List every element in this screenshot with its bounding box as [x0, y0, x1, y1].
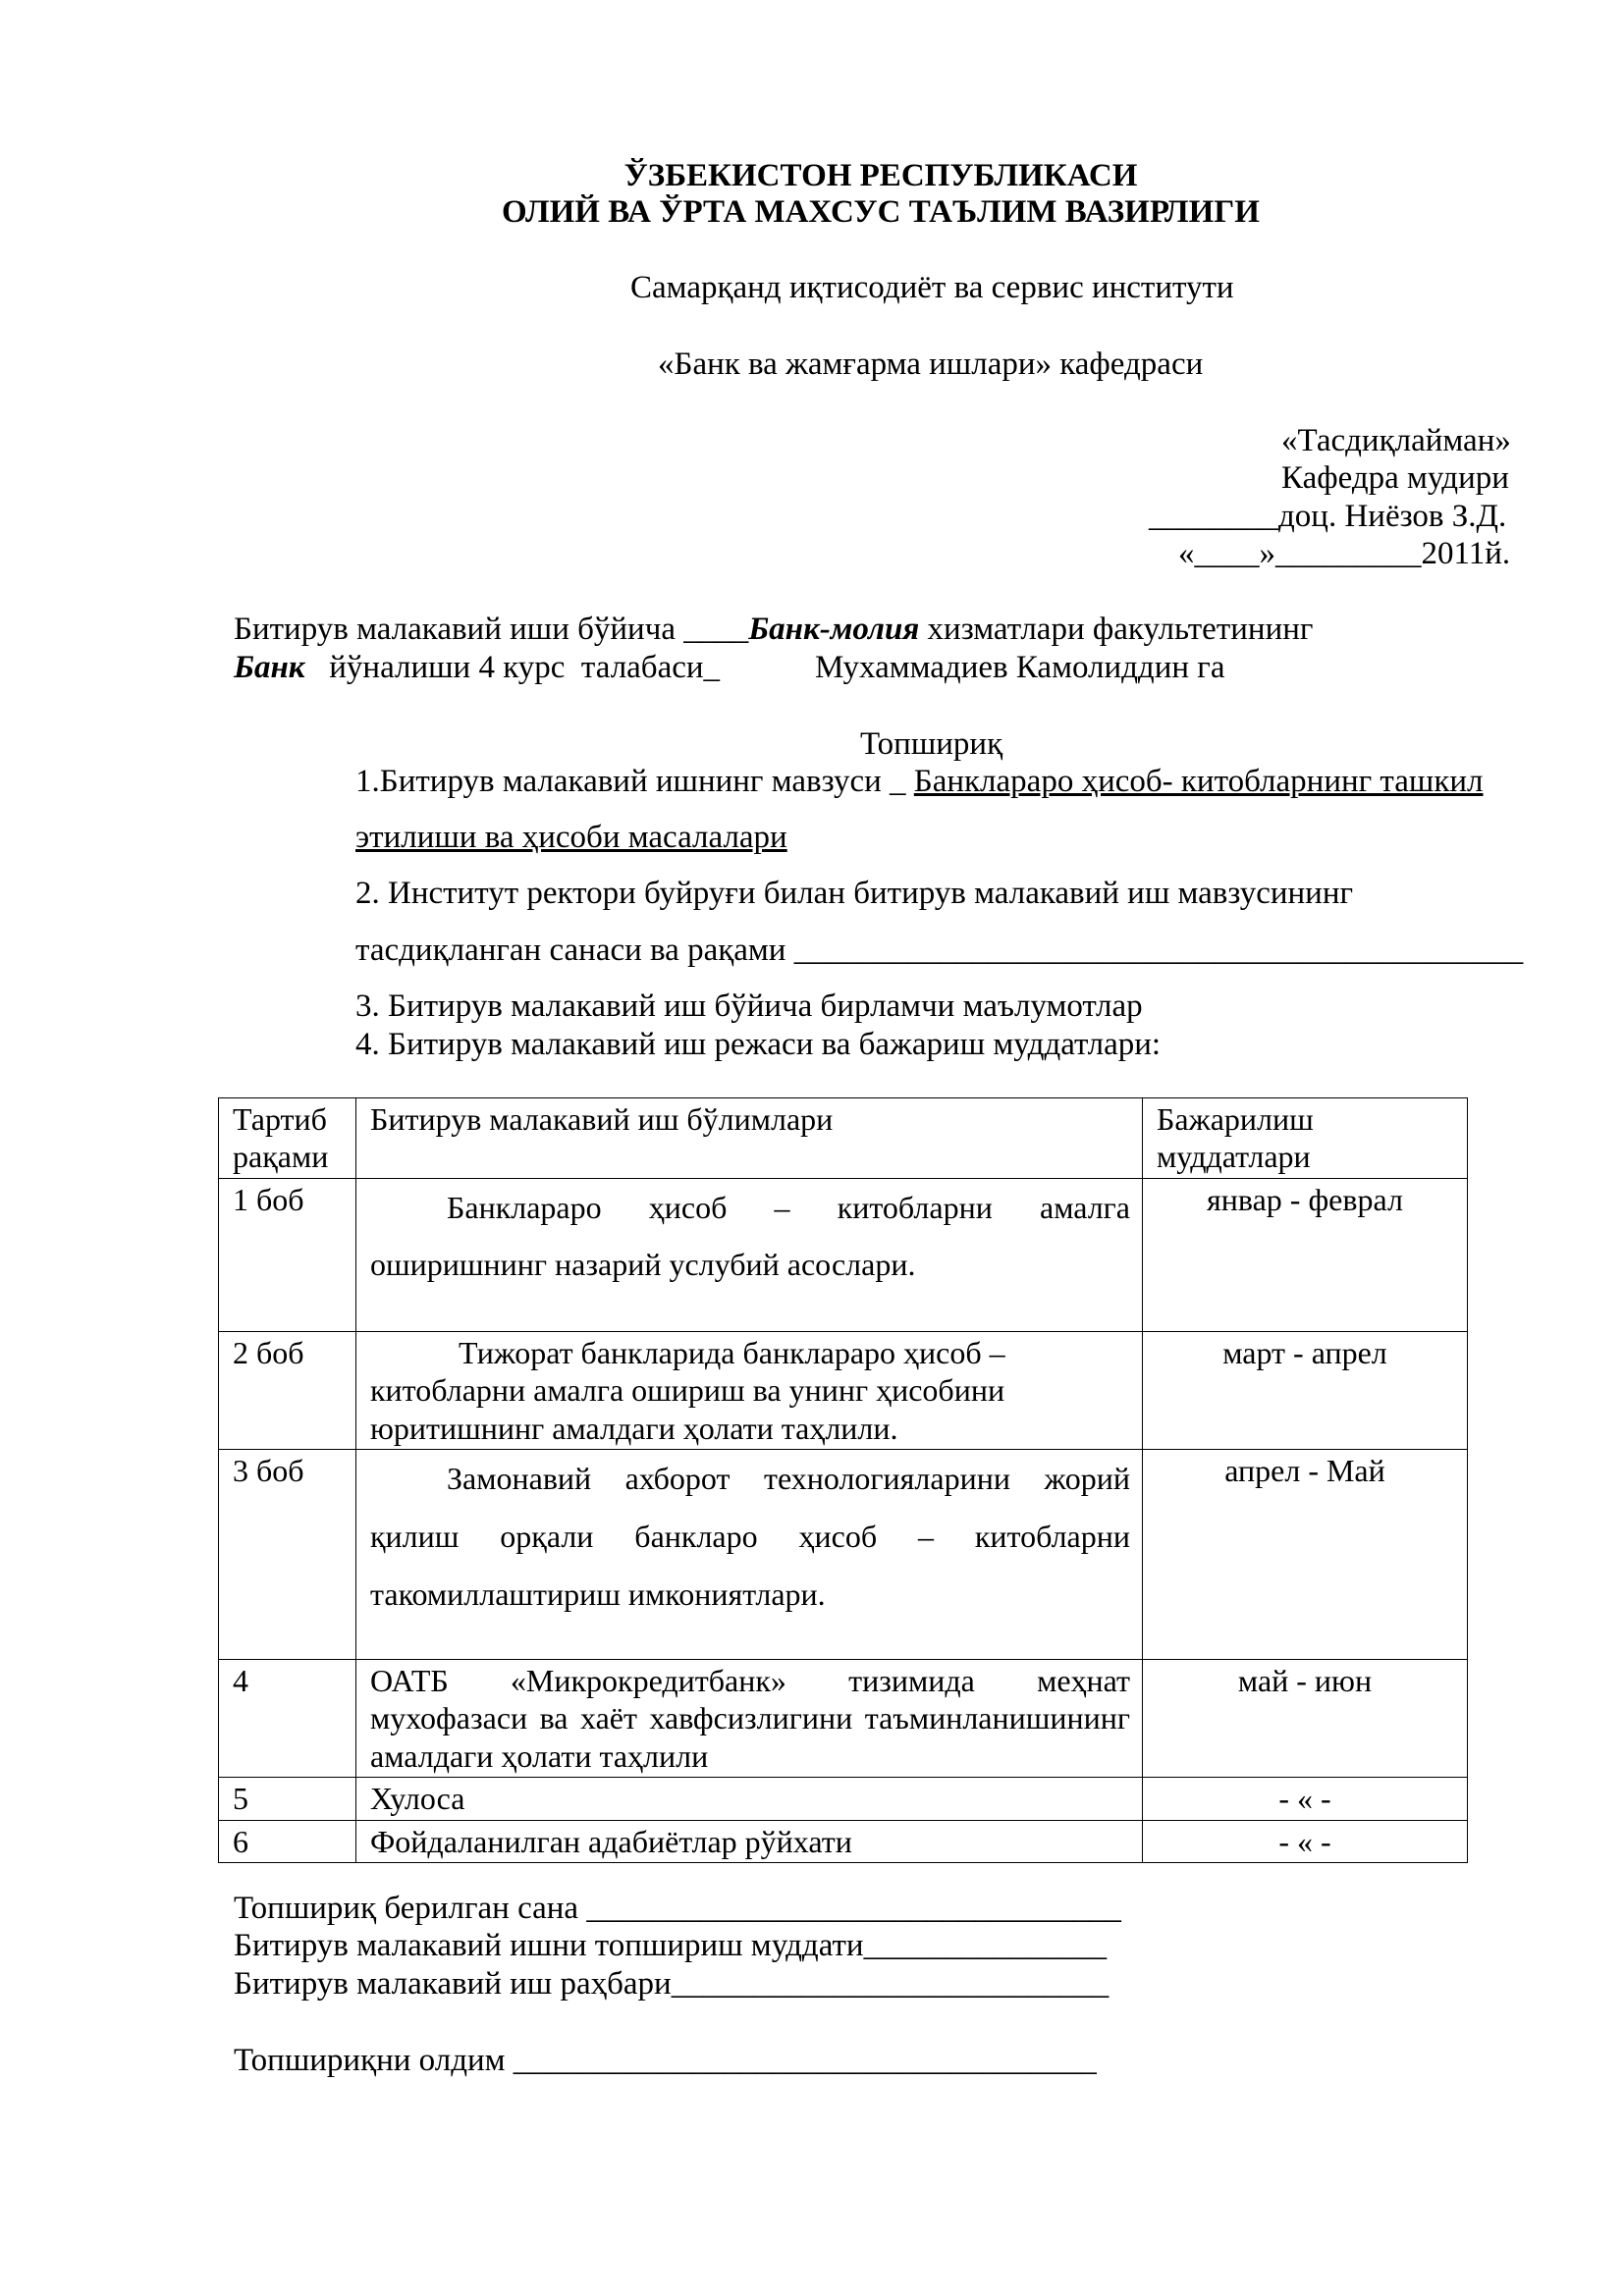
row-number: 2 боб [219, 1331, 356, 1449]
row-term: - « - [1143, 1778, 1468, 1820]
row-section: Тижорат банкларида банклараро ҳисоб – китобларни амалга ошириш ва унинг ҳисобини юритишнинг амалдаги ҳолати таҳлили. [356, 1331, 1143, 1449]
task-item2-line2: тасдиқланган санаси ва рақами _____________________________________________ [355, 933, 1524, 968]
row-section: Фойдаланилган адабиётлар рўйхати [356, 1820, 1143, 1862]
row-term: май - июн [1143, 1659, 1468, 1777]
institute-name: Самарқанд иқтисодиёт ва сервис институти [630, 270, 1234, 305]
task-topic-part2: этилиши ва ҳисоби масалалари [355, 820, 787, 855]
row-number: 4 [219, 1659, 356, 1777]
ministry-title-line2: ОЛИЙ ВА ЎРТА МАХСУС ТАЪЛИМ ВАЗИРЛИГИ [502, 194, 1260, 230]
header-order-number: Тартиб рақами [219, 1098, 356, 1179]
approval-line2: Кафедра мудири [1281, 460, 1509, 496]
table-row [219, 1178, 1468, 1331]
faculty-name: Банк-молия [748, 612, 920, 647]
table-row [219, 1331, 1468, 1449]
approval-line1: «Тасдиқлайман» [1281, 423, 1511, 458]
task-item3: 3. Битирув малакавий иш бўйича бирламчи маълумотлар [355, 988, 1143, 1024]
task-topic-part1: Банклараро ҳисоб- китобларнинг ташкил [913, 764, 1484, 799]
table-row [219, 1449, 1468, 1659]
table-row [219, 1820, 1468, 1862]
row-section: Замонавий ахборот технологияларини жорий қилиш орқали банкларо ҳисоб – китобларни такомиллаштириш имкониятлари. [356, 1449, 1143, 1659]
supervisor-signature: __________ [947, 1966, 1110, 2002]
intro-student-line [234, 649, 720, 688]
row-number: 6 [219, 1820, 356, 1862]
task-title: Топшириқ [860, 726, 1003, 762]
header-deadlines: Бажарилиш муддатлари [1143, 1098, 1468, 1179]
row-section: ОАТБ «Микрокредитбанк» тизимида меҳнат мухофазаси ва хаёт хавфсизлигини таъминланишининг амалдаги ҳолати таҳлили [356, 1659, 1143, 1777]
supervisor-line [234, 1965, 1109, 2004]
direction-name: Банк [234, 650, 305, 685]
task-item1 [355, 763, 1483, 802]
student-name: Мухаммадиев Камолиддин га [815, 650, 1225, 685]
row-number: 3 боб [219, 1449, 356, 1659]
row-term: январ - феврал [1143, 1178, 1468, 1331]
row-number: 1 боб [219, 1178, 356, 1331]
table-row [219, 1659, 1468, 1777]
approval-signature-line: ________доц. Ниёзов З.Д. [1149, 499, 1507, 534]
row-term: - « - [1143, 1820, 1468, 1862]
intro-text-1: Битирув малакавий иши бўйича ____ [234, 612, 749, 647]
ministry-title-line1: ЎЗБЕКИСТОН РЕСПУБЛИКАСИ [623, 158, 1138, 193]
row-section: Банклараро ҳисоб – китобларни амалга оширишнинг назарий услубий асослари. [356, 1178, 1143, 1331]
task-item4: 4. Битирув малакавий иш режаси ва бажариш муддатлари: [355, 1027, 1162, 1062]
row-term: март - апрел [1143, 1331, 1468, 1449]
department-name: «Банк ва жамғарма ишлари» кафедраси [658, 347, 1204, 382]
deadline-line: Битирув малакавий ишни топшириш муддати_______________ [234, 1928, 1108, 1963]
table-row [219, 1778, 1468, 1820]
task-item2-line1: 2. Институт ректори буйруғи билан битирув малакавий иш мавзусининг [355, 876, 1354, 911]
intro-faculty-line [234, 611, 1313, 650]
intro-text-3: йўналиши 4 курс талабаси_ [304, 650, 721, 685]
supervisor-label: Битирув малакавий иш раҳбари_________________ [234, 1966, 947, 2002]
task-item1-prefix: 1.Битирув малакавий ишнинг мавзуси _ [355, 764, 914, 799]
received-line: Топшириқни олдим ____________________________________ [234, 2043, 1097, 2078]
approval-date-line: «____»_________2011й. [1178, 536, 1511, 571]
work-plan-table [218, 1097, 1468, 1863]
header-sections: Битирув малакавий иш бўлимлари [356, 1098, 1143, 1179]
given-date-line: Топшириқ берилган сана _________________________________ [234, 1891, 1121, 1926]
row-term: апрел - Май [1143, 1449, 1468, 1659]
intro-text-2: хизматлари факультетининг [919, 612, 1314, 647]
row-section: Хулоса [356, 1778, 1143, 1820]
row-number: 5 [219, 1778, 356, 1820]
table-header-row [219, 1098, 1468, 1179]
